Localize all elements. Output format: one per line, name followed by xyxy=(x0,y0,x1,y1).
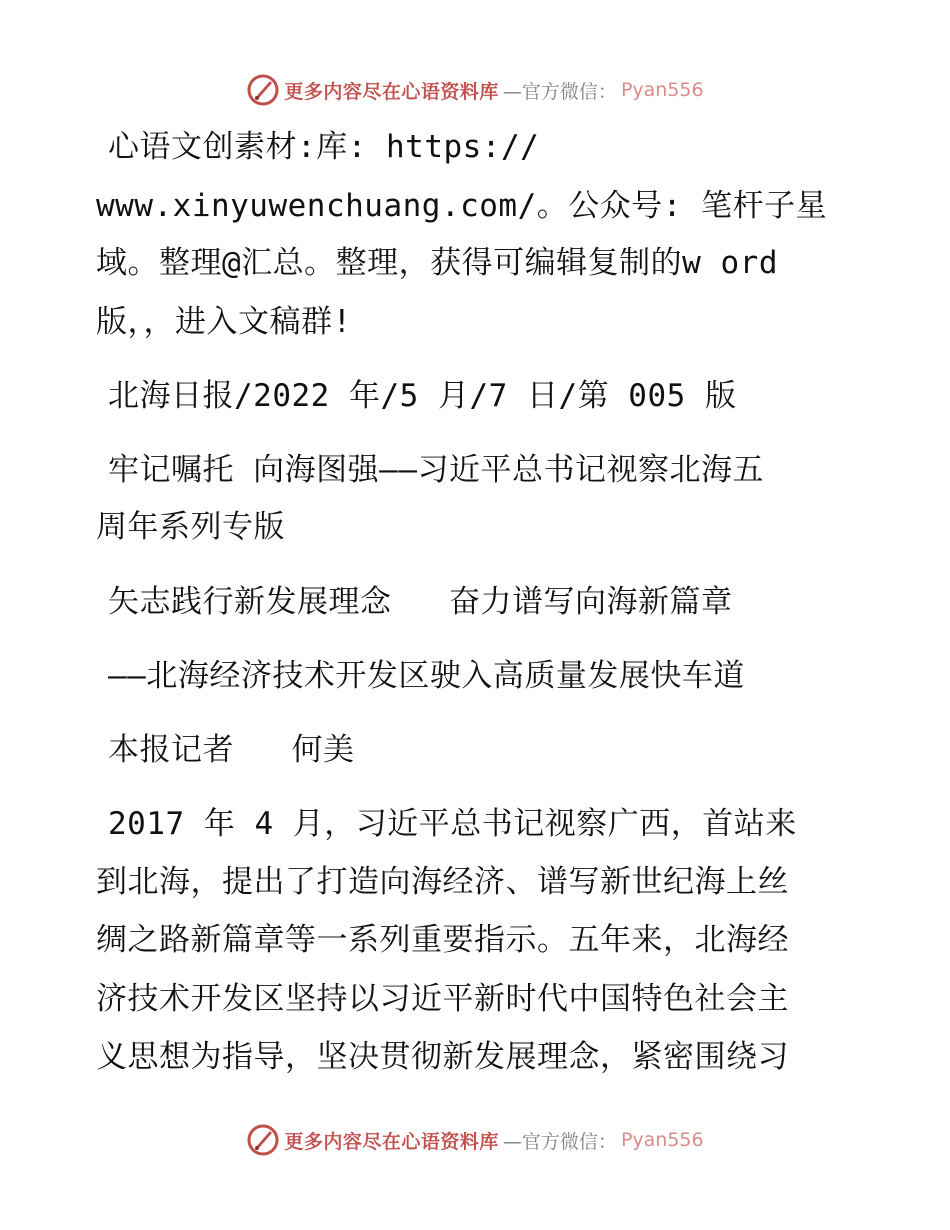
text-line: 济技术开发区坚持以习近平新时代中国特色社会主 xyxy=(96,981,789,1017)
watermark-handle: Pyan556 xyxy=(620,1129,704,1151)
text-line: 牢记嘱托 向海图强——习近平总书记视察北海五 xyxy=(108,452,764,488)
watermark-title: 更多内容尽在心语资料库 xyxy=(284,80,499,103)
text-line: 心语文创素材:库: https:// xyxy=(108,129,540,165)
text-line: www.xinyuwenchuang.com/。公众号: 笔杆子星 xyxy=(96,188,828,224)
text-line: 本报记者 何美 xyxy=(108,732,355,768)
watermark-header xyxy=(0,70,950,110)
text-line: 2017 年 4 月，习近平总书记视察广西，首站来 xyxy=(108,806,797,842)
text-line: 义思想为指导，坚决贯彻新发展理念，紧密围绕习 xyxy=(96,1039,789,1075)
text-line: 版，，进入文稿群! xyxy=(96,304,352,340)
watermark-wechat-label: —官方微信： xyxy=(502,1130,617,1153)
quill-logo-icon xyxy=(246,1123,280,1157)
watermark-footer xyxy=(0,1120,950,1160)
watermark-title: 更多内容尽在心语资料库 xyxy=(284,1130,499,1153)
text-line: 周年系列专版 xyxy=(96,509,285,545)
text-line: 矢志践行新发展理念 奋力谱写向海新篇章 xyxy=(108,584,733,620)
text-line: 北海日报/2022 年/5 月/7 日/第 005 版 xyxy=(108,378,737,414)
watermark-handle: Pyan556 xyxy=(620,79,704,101)
text-line: 域。整理@汇总。整理，获得可编辑复制的w ord xyxy=(96,245,778,281)
text-line: 绸之路新篇章等一系列重要指示。五年来，北海经 xyxy=(96,922,789,958)
text-line: 到北海，提出了打造向海经济、谱写新世纪海上丝 xyxy=(96,864,789,900)
quill-logo-icon xyxy=(246,73,280,107)
watermark-wechat-label: —官方微信： xyxy=(502,80,617,103)
text-line: ——北海经济技术开发区驶入高质量发展快车道 xyxy=(108,658,745,694)
